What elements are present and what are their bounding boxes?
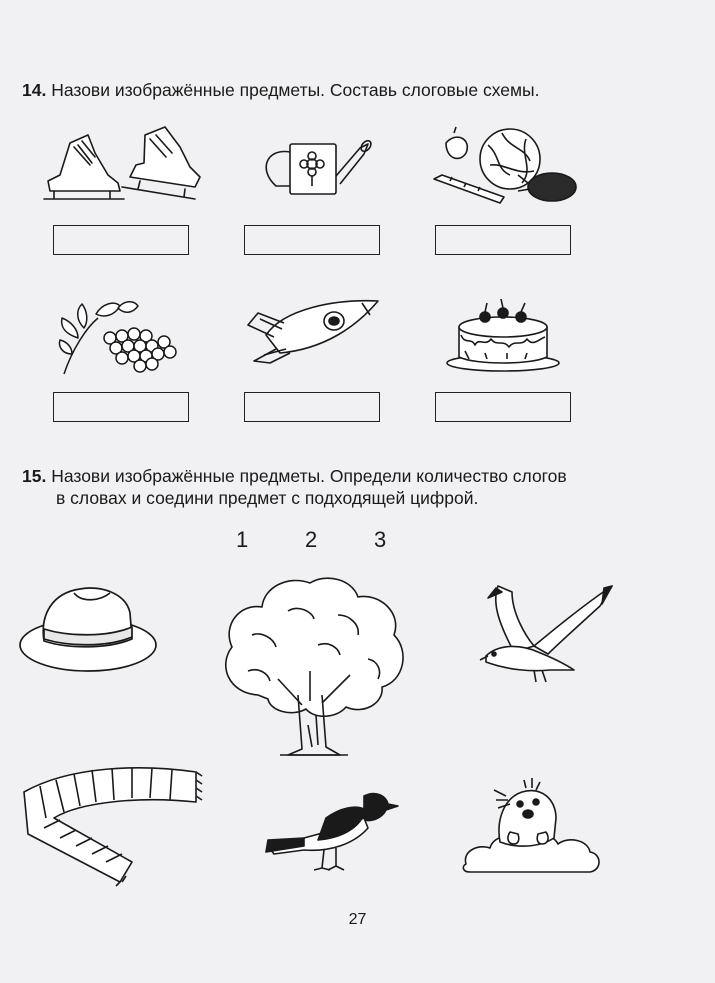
syllable-scheme-box-cake[interactable]	[435, 392, 571, 422]
task-14-text: Назови изображённые предметы. Составь слоговые схемы.	[51, 80, 540, 100]
scarf-icon	[20, 762, 202, 886]
syllable-scheme-box-rocket[interactable]	[244, 392, 380, 422]
hat-icon	[18, 585, 158, 675]
vegetables-icon	[430, 125, 580, 210]
task-15-text-line-2: в словах и соедини предмет с подходящей цифрой.	[56, 488, 479, 508]
watering-can-icon	[256, 130, 371, 200]
mole-icon	[460, 778, 602, 878]
rowan-berries-icon	[58, 298, 188, 378]
task-15-heading	[22, 465, 567, 509]
page-number: 27	[348, 911, 367, 928]
skates-icon	[40, 125, 205, 210]
task-15-number: 15.	[22, 466, 47, 486]
digit-1[interactable]: 1	[236, 527, 249, 552]
digit-2[interactable]: 2	[305, 527, 318, 552]
tree-icon	[218, 575, 410, 761]
syllable-scheme-box-skates[interactable]	[53, 225, 189, 255]
task-14-number: 14.	[22, 80, 47, 100]
syllable-scheme-box-rowan[interactable]	[53, 392, 189, 422]
magpie-icon	[264, 788, 400, 872]
task-14-heading	[22, 79, 539, 101]
syllable-scheme-box-watering-can[interactable]	[244, 225, 380, 255]
syllable-scheme-box-vegetables[interactable]	[435, 225, 571, 255]
rocket-icon	[244, 295, 384, 365]
task-15-text-line-1: Назови изображённые предметы. Определи количество слогов	[51, 466, 567, 486]
seagull-icon	[478, 582, 618, 692]
digit-3[interactable]: 3	[374, 527, 387, 552]
cake-icon	[445, 297, 563, 377]
